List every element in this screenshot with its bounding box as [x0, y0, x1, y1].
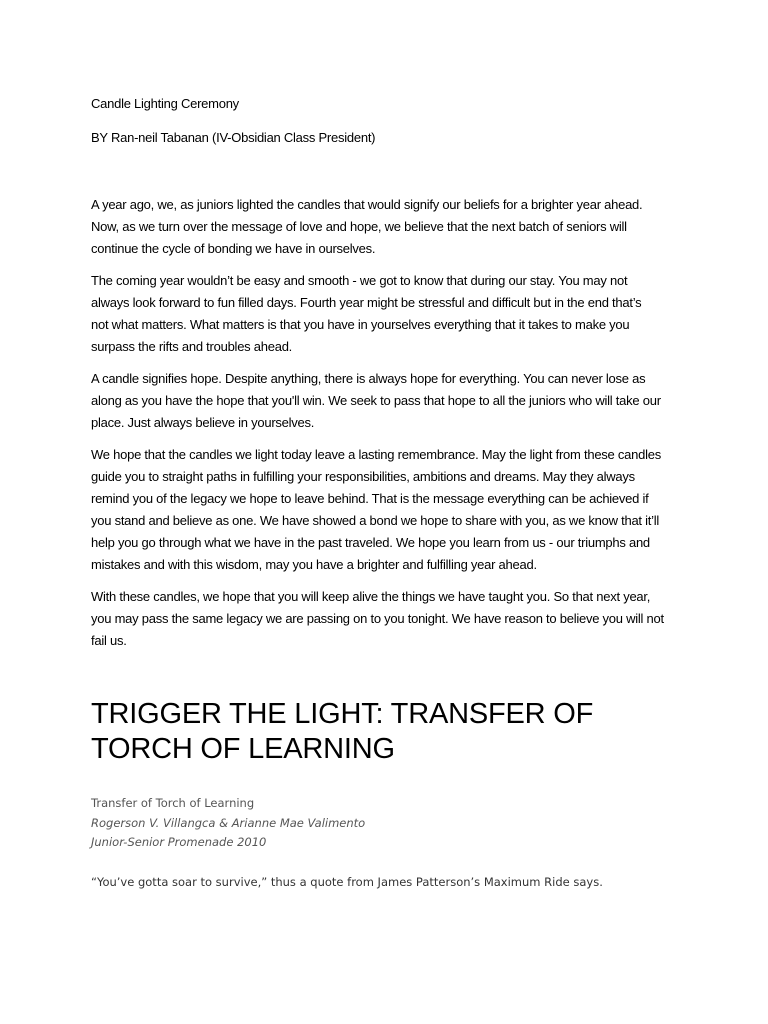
paragraph-line: A year ago, we, as juniors lighted the candles that would signify our beliefs for a brighter year ahead. — [91, 197, 643, 212]
paragraph-line: always look forward to fun filled days. Fourth year might be stressful and difficult but in the end that’s — [91, 295, 642, 310]
paragraph-line: guide you to straight paths in fulfilling your responsibilities, ambitions and dreams. May they always — [91, 469, 635, 484]
paragraph-line: not what matters. What matters is that you have in yourselves everything that it takes to make you — [91, 317, 630, 332]
paragraph-4 — [91, 444, 681, 576]
paragraph-line: The coming year wouldn’t be easy and smooth - we got to know that during our stay. You may not — [91, 273, 628, 288]
paragraph-line: With these candles, we hope that you will keep alive the things we have taught you. So that next year, — [91, 589, 651, 604]
article-event: Junior-Senior Promenade 2010 — [91, 835, 267, 849]
article-intro — [91, 794, 691, 892]
paragraph-2 — [91, 270, 681, 358]
article-quote: “You’ve gotta soar to survive,” thus a quote from James Patterson’s Maximum Ride says. — [91, 874, 603, 889]
paragraph-line: you stand and believe as one. We have showed a bond we hope to share with you, as we know that it’ll — [91, 513, 660, 528]
paragraph-line: surpass the rifts and troubles ahead. — [91, 339, 293, 354]
paragraph-line: mistakes and with this wisdom, may you have a brighter and fulfilling year ahead. — [91, 557, 537, 572]
paragraph-line: Now, as we turn over the message of love and hope, we believe that the next batch of seniors will — [91, 219, 627, 234]
article-heading — [91, 697, 691, 767]
speech-section — [91, 93, 681, 662]
heading-line: TRIGGER THE LIGHT: TRANSFER OF — [91, 698, 594, 730]
paragraph-line: along as you have the hope that you'll win. We seek to pass that hope to all the juniors who will take our — [91, 393, 661, 408]
article-authors: Rogerson V. Villangca & Arianne Mae Valimento — [91, 815, 366, 830]
paragraph-line: We hope that the candles we light today leave a lasting remembrance. May the light from these candles — [91, 447, 661, 462]
paragraph-line: you may pass the same legacy we are passing on to you tonight. We have reason to believe you will not — [91, 611, 664, 626]
article-subtitle: Transfer of Torch of Learning — [91, 796, 255, 810]
paragraph-line: continue the cycle of bonding we have in ourselves. — [91, 241, 376, 256]
paragraph-1 — [91, 194, 681, 260]
paragraph-3 — [91, 368, 681, 434]
paragraph-line: fail us. — [91, 633, 127, 648]
paragraph-line: remind you of the legacy we hope to leave behind. That is the message everything can be achieved if — [91, 491, 649, 506]
paragraph-line: place. Just always believe in yourselves. — [91, 415, 315, 430]
heading-line: TORCH OF LEARNING — [91, 733, 395, 765]
speech-title: Candle Lighting Ceremony — [91, 96, 239, 111]
speech-byline: BY Ran-neil Tabanan (IV-Obsidian Class President) — [91, 130, 376, 145]
paragraph-5 — [91, 586, 681, 652]
paragraph-line: help you go through what we have in the past traveled. We hope you learn from us - our triumphs and — [91, 535, 650, 550]
paragraph-line: A candle signifies hope. Despite anything, there is always hope for everything. You can never lose as — [91, 371, 646, 386]
